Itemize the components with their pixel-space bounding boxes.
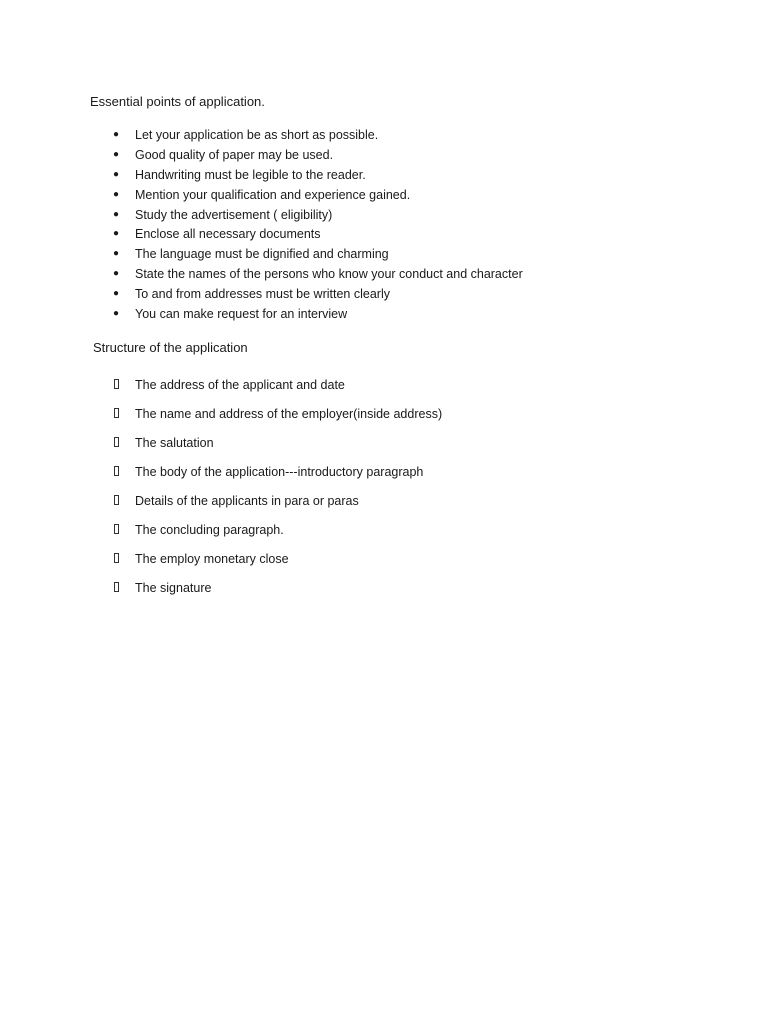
missing-glyph-box-icon	[114, 466, 119, 476]
list-item-text: The name and address of the employer(inside address)	[135, 407, 443, 421]
list-item-text: Let your application be as short as possible.	[135, 128, 379, 142]
list-item-text: The employ monetary close	[135, 552, 289, 566]
list-item-text: To and from addresses must be written clearly	[135, 287, 390, 302]
missing-glyph-box-icon	[114, 553, 119, 563]
bullet-icon: ●	[113, 288, 120, 300]
essential-points-heading: Essential points of application.	[90, 94, 265, 109]
list-item-text: The address of the applicant and date	[135, 378, 345, 392]
bullet-icon: ●	[113, 248, 120, 260]
structure-heading: Structure of the application	[93, 340, 248, 355]
list-item-text: The body of the application---introductory paragraph	[135, 465, 424, 479]
list-item-text: Enclose all necessary documents	[135, 227, 321, 242]
list-item-text: You can make request for an interview	[135, 307, 348, 322]
list-item-text: The language must be dignified and charming	[135, 247, 389, 262]
list-item-text: Mention your qualification and experience gained.	[135, 187, 411, 202]
missing-glyph-box-icon	[114, 379, 119, 389]
list-item-text: Details of the applicants in para or paras	[135, 494, 359, 508]
missing-glyph-box-icon	[114, 495, 119, 505]
missing-glyph-box-icon	[114, 437, 119, 447]
bullet-icon: ●	[113, 168, 120, 180]
missing-glyph-box-icon	[114, 408, 119, 418]
bullet-icon: ●	[113, 228, 120, 240]
list-item-text: State the names of the persons who know your conduct and character	[135, 267, 523, 282]
bullet-icon: ●	[113, 308, 120, 320]
list-item-text: The signature	[135, 581, 212, 595]
list-item-text: The concluding paragraph.	[135, 523, 284, 537]
list-item-text: Good quality of paper may be used.	[135, 147, 334, 162]
missing-glyph-box-icon	[114, 582, 119, 592]
list-item-text: The salutation	[135, 436, 214, 450]
bullet-icon: ●	[113, 129, 120, 140]
list-item-text: Study the advertisement ( eligibility)	[135, 207, 333, 222]
bullet-icon: ●	[113, 268, 120, 280]
bullet-icon: ●	[113, 208, 120, 220]
list-item-text: Handwriting must be legible to the reader.	[135, 167, 366, 182]
bullet-icon: ●	[113, 188, 120, 200]
bullet-icon: ●	[113, 148, 120, 160]
missing-glyph-box-icon	[114, 524, 119, 534]
